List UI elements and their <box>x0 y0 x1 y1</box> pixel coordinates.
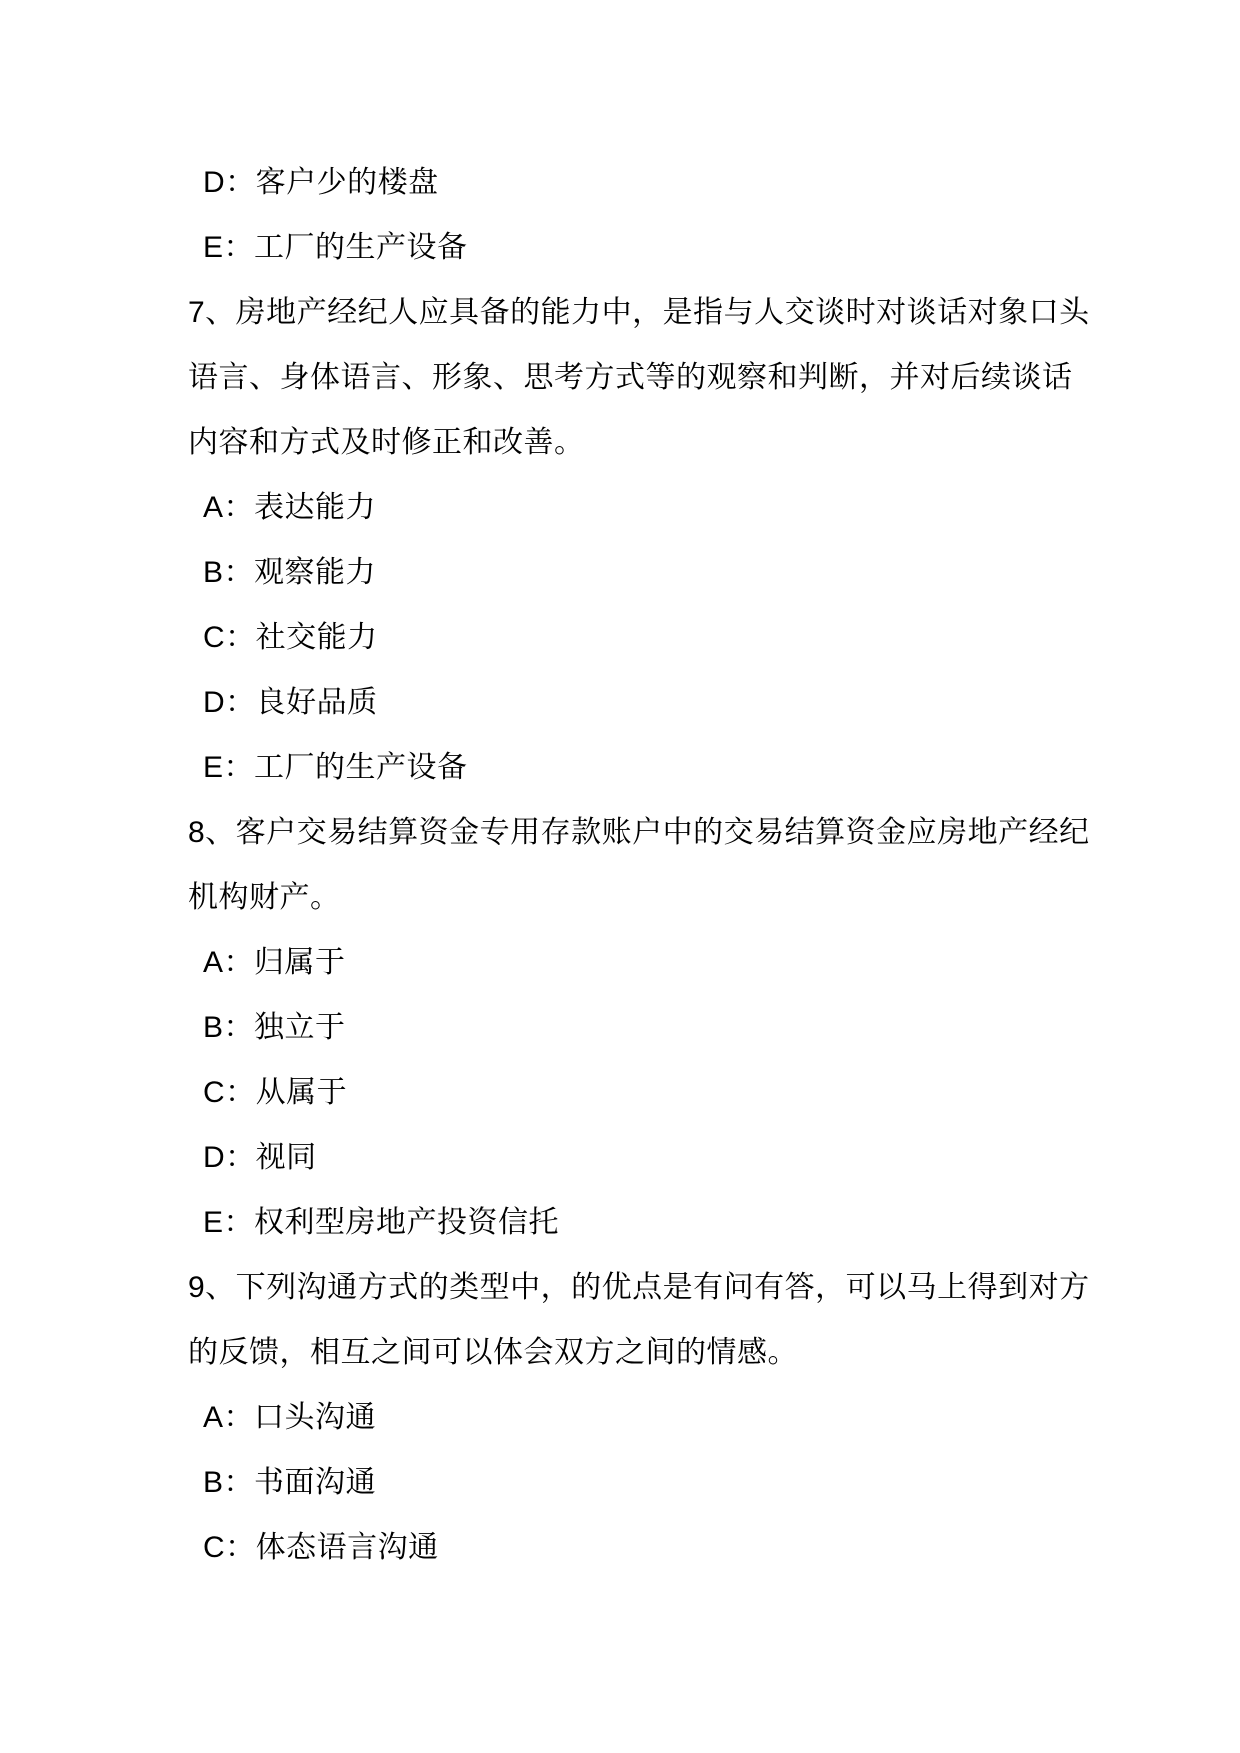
question-text-line: 8、客户交易结算资金专用存款账户中的交易结算资金应房地产经纪 <box>188 816 1090 849</box>
option-line: B：观察能力 <box>203 556 377 589</box>
option-line: E：工厂的生产设备 <box>203 231 468 264</box>
option-line: C：社交能力 <box>203 621 378 654</box>
option-line: E：工厂的生产设备 <box>203 751 468 784</box>
option-line: E：权利型房地产投资信托 <box>203 1206 560 1239</box>
question-text-line: 内容和方式及时修正和改善。 <box>188 426 585 459</box>
document-lines <box>0 150 1240 1580</box>
option-line: B：独立于 <box>203 1011 346 1044</box>
option-line: B：书面沟通 <box>203 1466 377 1499</box>
question-text-line: 7、房地产经纪人应具备的能力中，是指与人交谈时对谈话对象口头 <box>188 296 1090 329</box>
option-line: D：良好品质 <box>203 686 378 719</box>
option-line: A：表达能力 <box>203 491 377 524</box>
option-line: C：从属于 <box>203 1076 348 1109</box>
option-line: A：口头沟通 <box>203 1401 377 1434</box>
option-line: D：客户少的楼盘 <box>203 166 439 199</box>
option-line: D：视同 <box>203 1141 317 1174</box>
option-line: A：归属于 <box>203 946 346 979</box>
question-text-line: 9、下列沟通方式的类型中，的优点是有问有答，可以马上得到对方 <box>188 1271 1090 1304</box>
question-text-line: 机构财产。 <box>188 881 341 914</box>
question-text-line: 语言、身体语言、形象、思考方式等的观察和判断，并对后续谈话 <box>188 361 1073 394</box>
option-line: C：体态语言沟通 <box>203 1531 439 1564</box>
question-text-line: 的反馈，相互之间可以体会双方之间的情感。 <box>188 1336 798 1369</box>
